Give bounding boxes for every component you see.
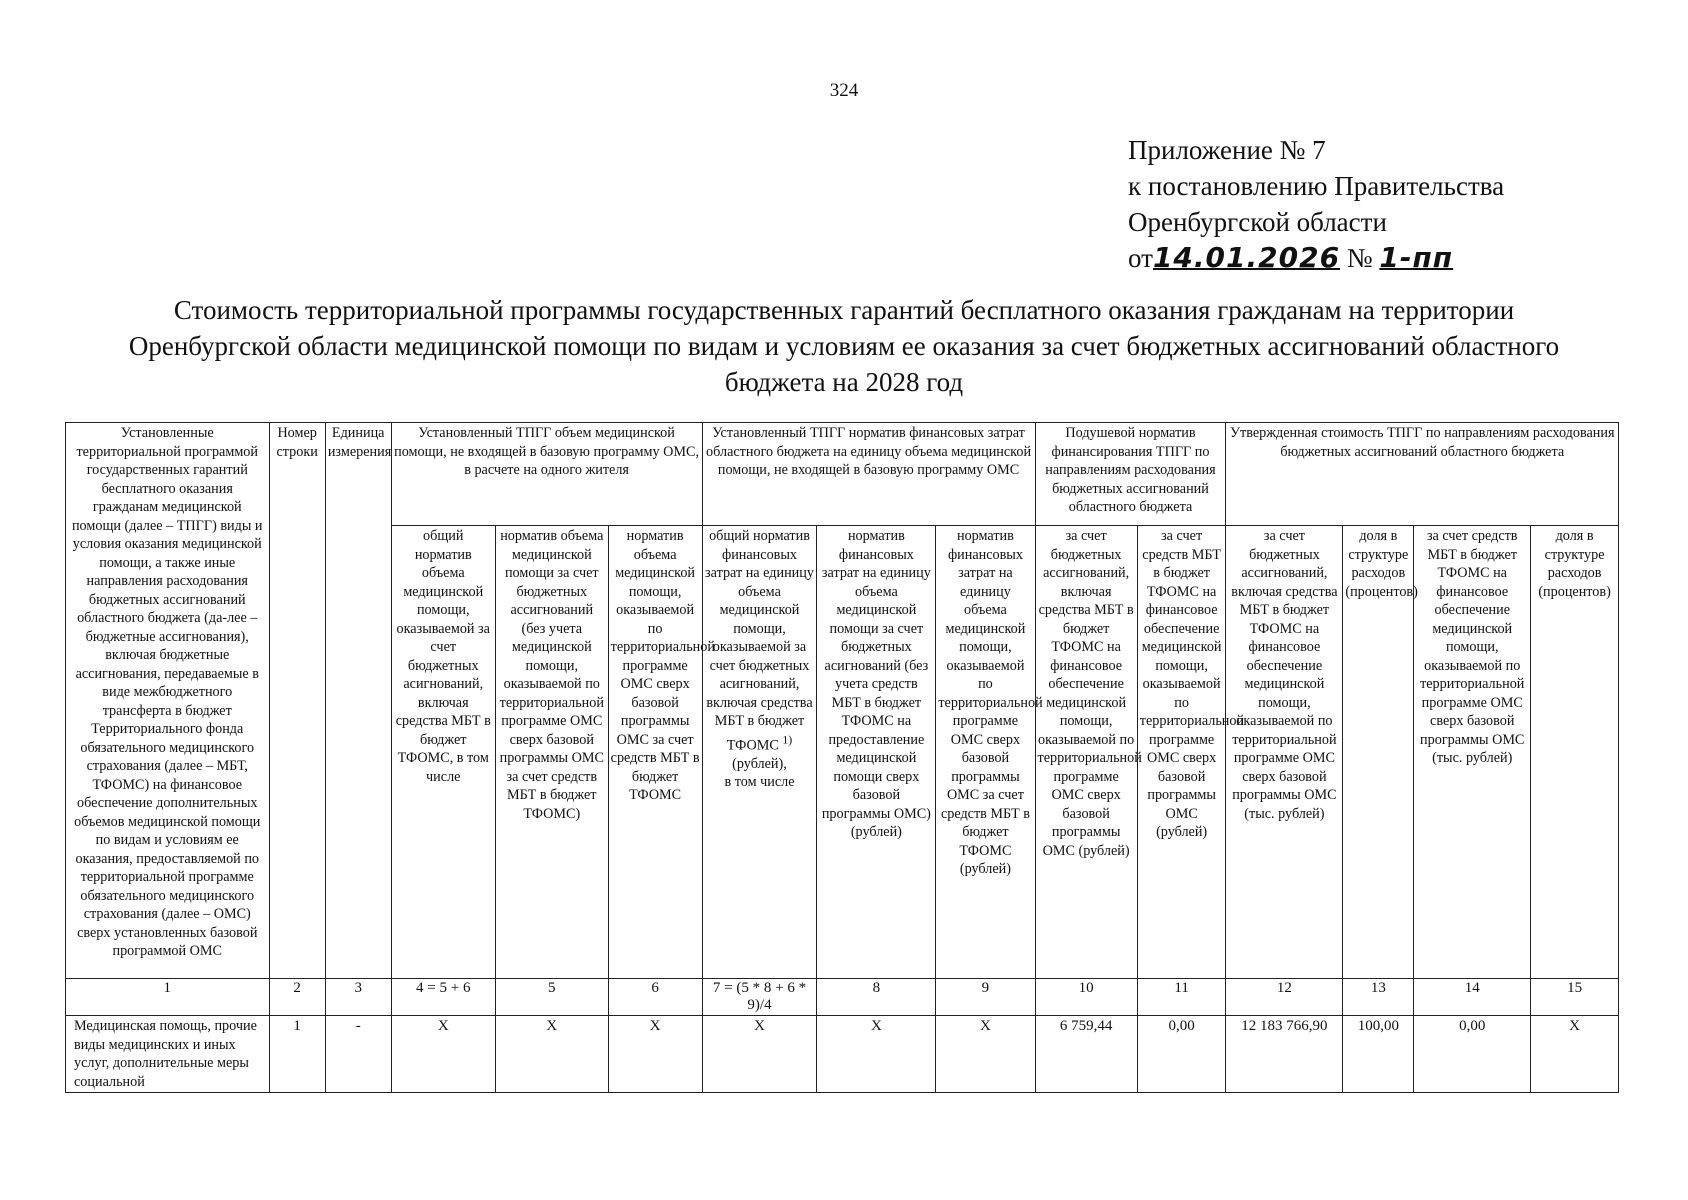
column-number-row [66, 979, 1619, 1016]
col-num-11: 11 [1137, 979, 1226, 1016]
cell-14: 0,00 [1414, 1016, 1531, 1093]
cell-6: Х [608, 1016, 702, 1093]
col-num-9: 9 [936, 979, 1035, 1016]
subheader-12: за счет бюджетных ассигнований, включая средства МБТ в бюджет ТФОМС на финансовое обеспечение медицинской помощи, оказываемой по территориальной программе ОМС сверх базовой программы ОМС (тыс. рублей) [1226, 526, 1343, 979]
header-cost-group: Утвержденная стоимость ТПГГ по направлениям расходования бюджетных ассигнований областного бюджета [1226, 423, 1619, 526]
document-title: Стоимость территориальной программы государственных гарантий бесплатного оказания гражданам на территории Оренбургской области медицинской помощи по видам и условиям ее оказания за счет бюджетных ассигнований областного бюджета на 2028 год [128, 295, 1560, 397]
number-sign: № [1346, 243, 1373, 273]
header-volume-group: Установленный ТПГГ объем медицинской помощи, не входящей в базовую программу ОМС, в расчете на одного жителя [391, 423, 702, 526]
header-norm-group: Установленный ТПГГ норматив финансовых затрат областного бюджета на единицу объема медицинской помощи, не входящей в базовую программу ОМС [702, 423, 1035, 526]
subheader-7-unit: (рублей), [732, 755, 787, 772]
cost-table [65, 422, 1619, 1093]
col-num-10: 10 [1035, 979, 1137, 1016]
subheader-11: за счет средств МБТ в бюджет ТФОМС на финансовое обеспечение медицинской помощи, оказываемой по территориальной программе ОМС сверх базовой программы ОМС (рублей) [1137, 526, 1226, 979]
col-num-1: 1 [66, 979, 270, 1016]
header-row-group [66, 423, 1619, 526]
annex-line-1: Приложение № 7 [1128, 135, 1326, 165]
col-num-6: 6 [608, 979, 702, 1016]
page-number: 324 [829, 80, 859, 101]
subheader-7-tail: в том числе [724, 774, 795, 791]
annex-block [1128, 132, 1504, 276]
subheader-13: доля в структуре расходов (процентов) [1343, 526, 1414, 979]
cell-10: 6 759,44 [1035, 1016, 1137, 1093]
subheader-5: норматив объема медицинской помощи за счет бюджетных ассигнований (без учета медицинской помощи, оказываемой по территориальной программе ОМС сверх базовой программы ОМС за счет средств МБТ в бюджет ТФОМС) [495, 526, 608, 979]
col-num-3: 3 [325, 979, 391, 1016]
row-unit: - [325, 1016, 391, 1093]
col-num-8: 8 [817, 979, 936, 1016]
handwritten-number: 1-пп [1379, 241, 1454, 274]
cell-9: Х [936, 1016, 1035, 1093]
subheader-4: общий норматив объема медицинской помощи, оказываемой за счет бюджетных асигнований, включая средства МБТ в бюджет ТФОМС, в том числе [391, 526, 495, 979]
col-num-5: 5 [495, 979, 608, 1016]
cell-12: 12 183 766,90 [1226, 1016, 1343, 1093]
cell-11: 0,00 [1137, 1016, 1226, 1093]
subheader-9: норматив финансовых затрат на единицу объема медицинской помощи, оказываемой по территориальной программе ОМС сверх базовой программы ОМС за счет средств МБТ в бюджет ТФОМС (рублей) [936, 526, 1035, 979]
row-number: 1 [269, 1016, 325, 1093]
subheader-14: за счет средств МБТ в бюджет ТФОМС на финансовое обеспечение медицинской помощи, оказываемой по территориальной программе ОМС сверх базовой программы ОМС (тыс. рублей) [1414, 526, 1531, 979]
cell-13: 100,00 [1343, 1016, 1414, 1093]
annex-line-2: к постановлению Правительства [1128, 171, 1505, 201]
header-capita-group: Подушевой норматив финансирования ТПГГ по направлениям расходования бюджетных ассигнований областного бюджета [1035, 423, 1226, 526]
annex-date-line [1128, 240, 1504, 276]
subheader-7-footnote: 1) [782, 732, 793, 747]
col-num-13: 13 [1343, 979, 1414, 1016]
subheader-15: доля в структуре расходов (процентов) [1531, 526, 1619, 979]
header-col2: Номер строки [269, 423, 325, 979]
table-row [66, 1016, 1619, 1093]
subheader-7-text: общий норматив финансовых затрат на единицу объема медицинской помощи, оказываемой за счет бюджетных асигнований, включая средства МБТ в бюджет ТФОМС [705, 528, 814, 754]
date-prefix: от [1128, 243, 1153, 273]
subheader-8: норматив финансовых затрат на единицу объема медицинской помощи за счет бюджетных асигнований (без учета средств МБТ в бюджет ТФОМС на предоставление медицинской помощи сверх базовой программы ОМС) (рублей) [817, 526, 936, 979]
cell-4: Х [391, 1016, 495, 1093]
cell-8: Х [817, 1016, 936, 1093]
col-num-4: 4 = 5 + 6 [391, 979, 495, 1016]
annex-line-3: Оренбургской области [1128, 207, 1387, 237]
header-col3: Единица измерения [325, 423, 391, 979]
cell-7: Х [702, 1016, 817, 1093]
subheader-7 [702, 526, 817, 979]
col-num-12: 12 [1226, 979, 1343, 1016]
subheader-6: норматив объема медицинской помощи, оказываемой по территориальной программе ОМС сверх базовой программы ОМС за счет средств МБТ в бюджет ТФОМС [608, 526, 702, 979]
handwritten-date: 14.01.2026 [1152, 241, 1341, 274]
row-label: Медицинская помощь, прочие виды медицинских и иных услуг, дополнительные меры социальной [66, 1016, 270, 1093]
col-num-7: 7 = (5 * 8 + 6 * 9)/4 [702, 979, 817, 1016]
col-num-15: 15 [1531, 979, 1619, 1016]
col-num-14: 14 [1414, 979, 1531, 1016]
cell-5: Х [495, 1016, 608, 1093]
header-col1: Установленные территориальной программой государственных гарантий бесплатного оказания гражданам медицинской помощи (далее – ТПГГ) виды и условия оказания медицинской помощи, а также иные направления расходования бюджетных ассигнований областного бюджета (да-лее – бюджетные ассигнования), включая бюджетные ассигнования, передаваемые в виде межбюджетного трансферта в бюджет Территориального фонда обязательного медицинского страхования (далее – МБТ, ТФОМС) на финансовое обеспечение дополнительных объемов медицинской помощи по видам и условиям ее оказания, предоставляемой по территориальной программе обязательного медицинского страхования (далее – ОМС) сверх установленных базовой программой ОМС [66, 423, 270, 979]
col-num-2: 2 [269, 979, 325, 1016]
subheader-10: за счет бюджетных ассигнований, включая средства МБТ в бюджет ТФОМС на финансовое обеспечение медицинской помощи, оказываемой по территориальной программе ОМС сверх базовой программы ОМС (рублей) [1035, 526, 1137, 979]
cell-15: Х [1531, 1016, 1619, 1093]
